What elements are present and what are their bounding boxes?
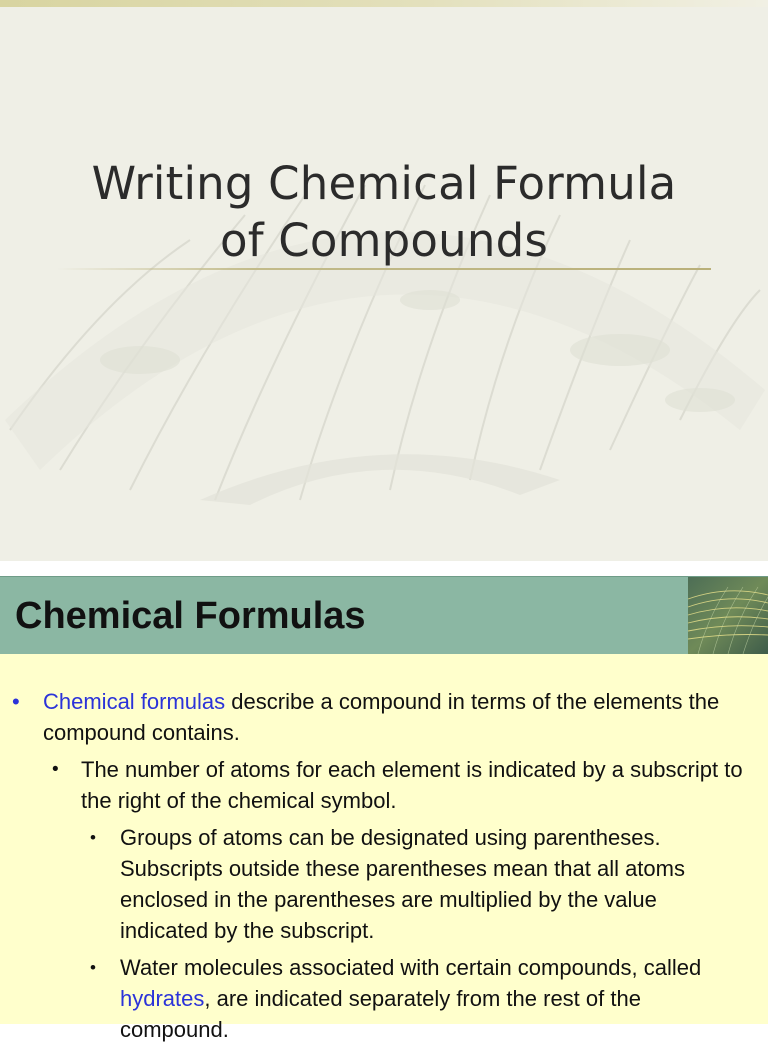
bullet-text: Groups of atoms can be designated using parentheses. Subscripts outside these parentheses mean that all atoms enclosed in the parentheses are multiplied by the value indicated by the subscript.: [120, 825, 685, 943]
content-slide-header: [0, 576, 768, 654]
content-slide: [0, 576, 768, 1042]
slide-divider: [0, 561, 768, 576]
mesh-graphic: [688, 577, 768, 654]
bullet-text: , are indicated separately from the rest of the compound.: [120, 986, 641, 1042]
bullet-item: [0, 822, 768, 946]
title-line-2: of Compounds: [219, 214, 548, 267]
bullet-marker: •: [90, 958, 96, 977]
term-chemical-formulas: Chemical formulas: [43, 689, 226, 714]
bullet-text: describe a compound in terms of the elements the compound contains.: [43, 689, 720, 745]
bullet-marker: •: [90, 828, 96, 847]
bullet-list: [0, 686, 768, 1051]
term-hydrates: hydrates: [120, 986, 205, 1011]
bullet-item: [0, 686, 768, 748]
bullet-marker: •: [12, 689, 20, 714]
title-slide-heading: [40, 155, 728, 269]
slide-title: Chemical Formulas: [15, 595, 366, 637]
bullet-item: [0, 754, 768, 816]
title-underline: [57, 268, 711, 270]
bullet-text: Water molecules associated with certain compounds, called: [120, 955, 702, 980]
bullet-marker: •: [52, 759, 59, 780]
bullet-text: The number of atoms for each element is indicated by a subscript to the right of the chemical symbol.: [81, 757, 743, 813]
title-line-1: Writing Chemical Formula: [91, 157, 677, 210]
bullet-item: [0, 952, 768, 1045]
